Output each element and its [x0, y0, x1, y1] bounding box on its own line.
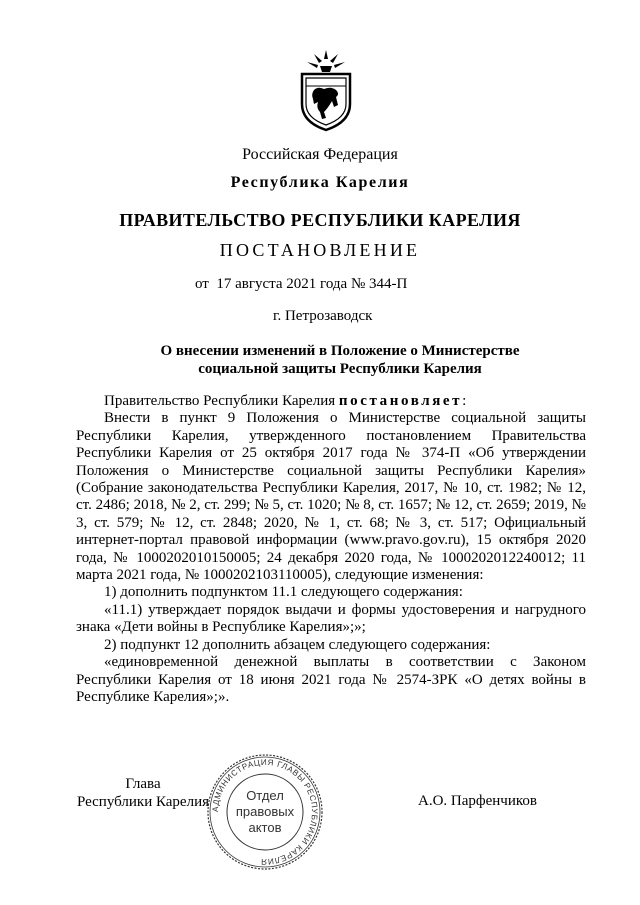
stamp-line-1: Отдел: [246, 788, 284, 803]
stamp-line-2: правовых: [235, 804, 295, 819]
legal-department-stamp: [205, 752, 325, 872]
subject-line-2: социальной защиты Республики Карелия: [198, 361, 482, 377]
paragraph-item-2-text: «единовременной денежной выплаты в соответствии с Законом Республики Карелия от 18 июня 2021 года № 2574-ЗРК «О детях войны в Республике Карелия»;».: [76, 654, 586, 705]
intro-resolves: постановляет: [338, 393, 463, 409]
document-date: от 17 августа 2021 года № 344-П: [195, 276, 408, 292]
signatory-name: А.О. Парфенчиков: [418, 793, 537, 809]
intro-paragraph: [76, 393, 586, 410]
subject-line-1: О внесении изменений в Положение о Министерстве: [160, 343, 520, 359]
republic-name: Республика Карелия: [230, 174, 410, 191]
signatory-title: [76, 775, 210, 811]
karelia-coat-of-arms-icon: [298, 50, 354, 132]
signatory-title-line-1: Глава: [125, 776, 161, 792]
document-type: ПОСТАНОВЛЕНИЕ: [219, 240, 421, 260]
intro-prefix: Правительство Республики Карелия: [104, 393, 339, 409]
paragraph-item-2: 2) подпункт 12 дополнить абзацем следующего содержания:: [104, 636, 491, 653]
document-body: [76, 393, 586, 706]
document-subject: [150, 342, 530, 378]
stamp-line-3: актов: [248, 820, 282, 835]
intro-suffix: :: [462, 393, 467, 409]
paragraph-amendment: Внести в пункт 9 Положения о Министерстве социальной защиты Республики Карелия, утвержденного постановлением Правительства Республики Карелия от 25 октября 2017 года № 374-П «Об утверждении Положения о Министерстве социальной защиты Республики Карелия» (Собрание законодательства Республики Карелия, 2017, № 10, ст. 1982; № 12, ст. 2486; 2018, № 2, ст. 299; № 5, ст. 1020; № 8, ст. 1657; № 12, ст. 2659; 2019, № 3, ст. 579; № 12, ст. 2848; 2020, № 1, ст. 68; № 3, ст. 517; Официальный интернет-портал правовой информации (www.pravo.gov.ru), 15 октября 2020 года, № 1000202010150005; 24 декабря 2020 года, № 1000202012240012; 11 марта 2021 года, № 1000202103110005), следующие изменения:: [76, 410, 586, 584]
government-title: ПРАВИТЕЛЬСТВО РЕСПУБЛИКИ КАРЕЛИЯ: [119, 210, 521, 230]
paragraph-item-1: 1) дополнить подпунктом 11.1 следующего содержания:: [104, 584, 463, 601]
country-name: Российская Федерация: [242, 146, 398, 163]
signatory-title-line-2: Республики Карелия: [76, 794, 210, 810]
document-city: г. Петрозаводск: [273, 308, 373, 324]
paragraph-item-1-text: «11.1) утверждает порядок выдачи и формы удостоверения и нагрудного знака «Дети войны в Республике Карелия»;»;: [76, 601, 586, 636]
stamp-ring-text: АДМИНИСТРАЦИЯ ГЛАВЫ РЕСПУБЛИКИ КАРЕЛИЯ: [210, 757, 320, 867]
